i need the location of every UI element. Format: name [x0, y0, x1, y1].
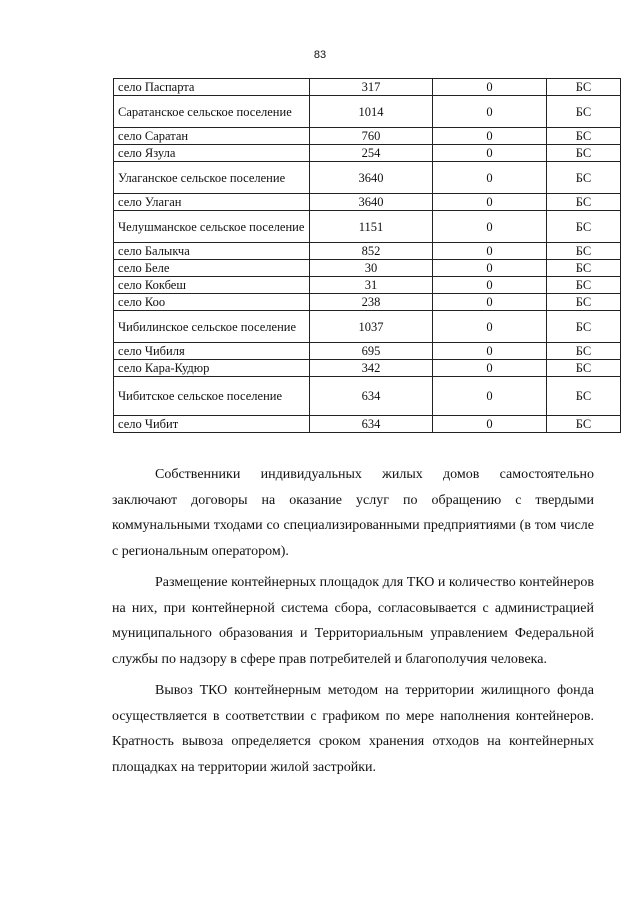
table-row	[114, 277, 621, 294]
population-cell: 1037	[310, 311, 433, 343]
population-cell: 317	[310, 79, 433, 96]
type-cell: БС	[547, 260, 621, 277]
settlement-name-cell: Улаганское сельское поселение	[114, 162, 310, 194]
settlement-name-cell: село Балыкча	[114, 243, 310, 260]
type-cell: БС	[547, 145, 621, 162]
population-cell: 760	[310, 128, 433, 145]
table-row	[114, 79, 621, 96]
settlement-name-cell: село Язула	[114, 145, 310, 162]
count-cell: 0	[433, 260, 547, 277]
settlement-name-cell: село Паспарта	[114, 79, 310, 96]
table-row	[114, 311, 621, 343]
population-cell: 3640	[310, 162, 433, 194]
body-text	[112, 462, 594, 786]
table-row	[114, 162, 621, 194]
page-number: 83	[313, 49, 327, 61]
type-cell: БС	[547, 128, 621, 145]
settlement-name-cell: село Беле	[114, 260, 310, 277]
count-cell: 0	[433, 79, 547, 96]
settlement-name-cell: село Саратан	[114, 128, 310, 145]
count-cell: 0	[433, 96, 547, 128]
table-row	[114, 243, 621, 260]
count-cell: 0	[433, 277, 547, 294]
count-cell: 0	[433, 162, 547, 194]
type-cell: БС	[547, 243, 621, 260]
count-cell: 0	[433, 243, 547, 260]
population-cell: 852	[310, 243, 433, 260]
type-cell: БС	[547, 162, 621, 194]
settlement-name-cell: село Чибиля	[114, 343, 310, 360]
table-row	[114, 260, 621, 277]
table-row	[114, 128, 621, 145]
settlements-table	[113, 78, 621, 433]
population-cell: 695	[310, 343, 433, 360]
table-row	[114, 416, 621, 433]
type-cell: БС	[547, 96, 621, 128]
population-cell: 238	[310, 294, 433, 311]
type-cell: БС	[547, 194, 621, 211]
count-cell: 0	[433, 128, 547, 145]
settlement-name-cell: село Коо	[114, 294, 310, 311]
paragraph-container-sites: Размещение контейнерных площадок для ТКО и количество контейнеров на них, при контейнерной система сбора, согласовывается с администрацией муниципального образования и Территориальным управлением Федеральной службы по надзору в сфере прав потребителей и благополучия человека.	[112, 575, 594, 667]
count-cell: 0	[433, 377, 547, 416]
settlement-name-cell: село Чибит	[114, 416, 310, 433]
paragraph-owners-contracts: Собственники индивидуальных жилых домов самостоятельно заключают договоры на оказание услуг по обращению с твердыми коммунальными тходами со специализированными предприятиями (в том числе с региональным оператором).	[112, 467, 594, 559]
population-cell: 342	[310, 360, 433, 377]
count-cell: 0	[433, 360, 547, 377]
count-cell: 0	[433, 211, 547, 243]
settlement-name-cell: село Кара-Кудюр	[114, 360, 310, 377]
population-cell: 3640	[310, 194, 433, 211]
settlement-name-cell: Челушманское сельское поселение	[114, 211, 310, 243]
count-cell: 0	[433, 294, 547, 311]
type-cell: БС	[547, 79, 621, 96]
population-cell: 31	[310, 277, 433, 294]
table-body	[114, 79, 621, 433]
type-cell: БС	[547, 294, 621, 311]
count-cell: 0	[433, 311, 547, 343]
table-row	[114, 211, 621, 243]
table-row	[114, 145, 621, 162]
type-cell: БС	[547, 311, 621, 343]
type-cell: БС	[547, 377, 621, 416]
table-row	[114, 294, 621, 311]
count-cell: 0	[433, 416, 547, 433]
table-row	[114, 360, 621, 377]
table-row	[114, 96, 621, 128]
count-cell: 0	[433, 194, 547, 211]
settlement-name-cell: Саратанское сельское поселение	[114, 96, 310, 128]
settlement-name-cell: село Кокбеш	[114, 277, 310, 294]
table-row	[114, 377, 621, 416]
count-cell: 0	[433, 343, 547, 360]
paragraph-waste-removal: Вывоз ТКО контейнерным методом на территории жилищного фонда осуществляется в соответствии с графиком по мере наполнения контейнеров. Кратность вывоза определяется сроком хранения отходов на контейнерных площадках на территории жилой застройки.	[112, 683, 594, 775]
table-row	[114, 194, 621, 211]
type-cell: БС	[547, 211, 621, 243]
type-cell: БС	[547, 360, 621, 377]
settlement-name-cell: Чибилинское сельское поселение	[114, 311, 310, 343]
population-cell: 634	[310, 377, 433, 416]
population-cell: 30	[310, 260, 433, 277]
type-cell: БС	[547, 277, 621, 294]
population-cell: 1014	[310, 96, 433, 128]
count-cell: 0	[433, 145, 547, 162]
type-cell: БС	[547, 416, 621, 433]
table-row	[114, 343, 621, 360]
settlement-name-cell: село Улаган	[114, 194, 310, 211]
population-cell: 1151	[310, 211, 433, 243]
population-cell: 634	[310, 416, 433, 433]
settlement-name-cell: Чибитское сельское поселение	[114, 377, 310, 416]
population-cell: 254	[310, 145, 433, 162]
type-cell: БС	[547, 343, 621, 360]
